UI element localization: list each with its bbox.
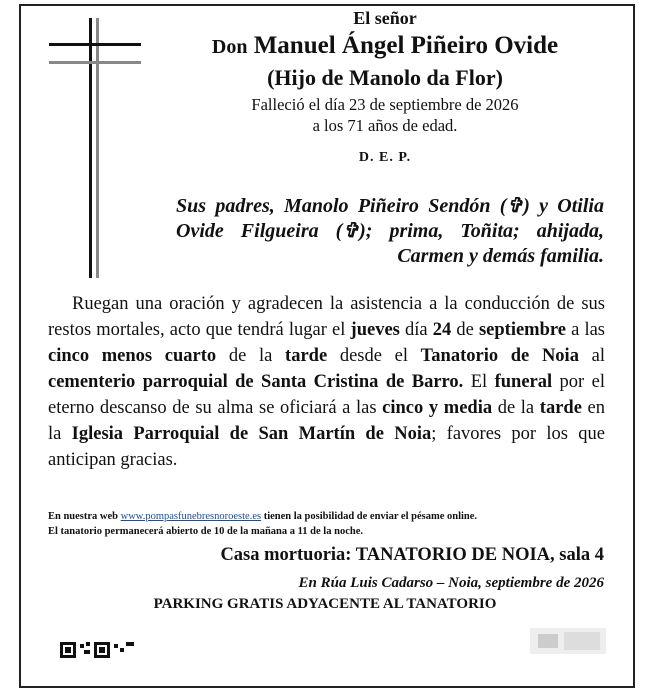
place-date: En Rúa Luis Cadarso – Noia, septiembre de 2026 <box>298 575 604 591</box>
death-age: a los 71 años de edad. <box>312 116 458 135</box>
full-name: Manuel Ángel Piñeiro Ovide <box>253 32 559 59</box>
web-note: En nuestra web www.pompasfunebresnoroeste.es tienen la posibilidad de enviar el pésame online. <box>48 511 478 522</box>
parking-note: PARKING GRATIS ADYACENTE AL TANATORIO <box>153 596 497 612</box>
rip: D. E. P. <box>358 150 412 165</box>
cross-glyph: ✞ <box>506 195 524 217</box>
cross-glyph: ✞ <box>342 220 360 242</box>
deceased-name <box>160 32 610 60</box>
name-prefix: Don <box>211 36 248 58</box>
ceremony-text: Ruegan una oración y agradecen la asistencia a la conducción de sus restos mortales, acto que tendrá lugar el jueves día 24 de septiembre a las cinco menos cuarto de la tarde desde el Tanatorio de Noia al cementerio parroquial de Santa Cristina de Barro. El funeral por el eterno descanso de su alma se oficiará a las cinco y media de la tarde en la Iglesia Parroquial de San Martín de Noia; favores por los que anticipan gracias. <box>48 294 606 470</box>
death-info <box>160 94 610 136</box>
company-logo <box>528 626 608 656</box>
website-link[interactable]: www.pompasfunebresnoroeste.es <box>120 511 262 522</box>
qr-code-icon <box>60 638 140 658</box>
death-date: Falleció el día 23 de septiembre de 2026 <box>251 95 519 114</box>
casa-mortuoria: Casa mortuoria: TANATORIO DE NOIA, sala 4 <box>220 545 604 565</box>
hours-note: El tanatorio permanecerá abierto de 10 de la mañana a 11 de la noche. <box>48 526 363 537</box>
family-text: Sus padres, Manolo Piñeiro Sendón (✞) y Otilia Ovide Filgueira (✞); prima, Toñita; ahijada, Carmen y demás familia. <box>176 195 604 267</box>
nickname: (Hijo de Manolo da Flor) <box>267 65 503 90</box>
title: El señor <box>353 8 417 28</box>
